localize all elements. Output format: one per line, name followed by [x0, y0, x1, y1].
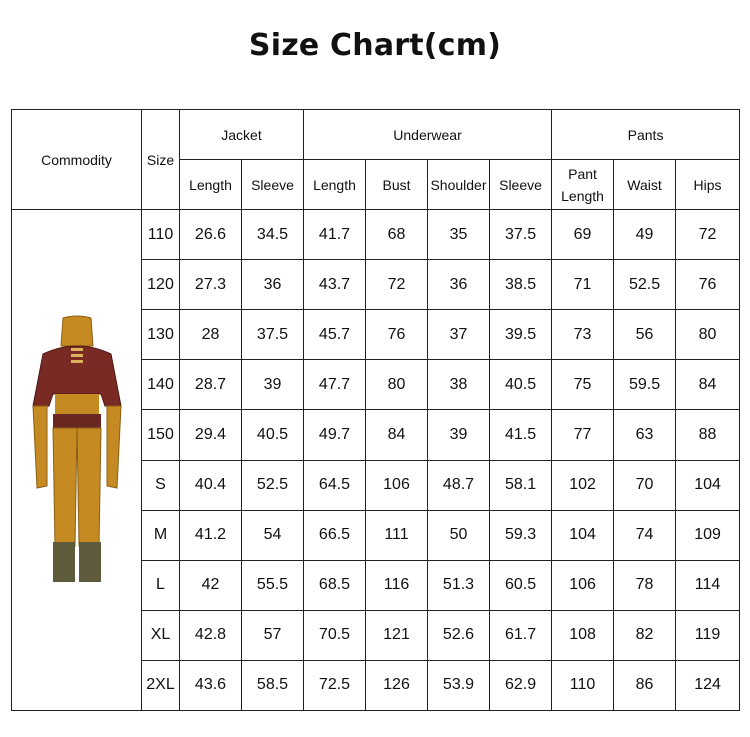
col-header-underwear-bust: Bust — [366, 160, 428, 210]
cell-pants-hips: 88 — [676, 410, 740, 460]
costume-jumpsuit-icon — [27, 310, 127, 610]
jacket-group-header: Jacket — [180, 110, 304, 160]
col-header-underwear-sleeve: Sleeve — [490, 160, 552, 210]
cell-pants-waist: 49 — [614, 210, 676, 260]
page-title: Size Chart(cm) — [248, 28, 502, 63]
cell-pants-waist: 74 — [614, 510, 676, 560]
size-label: 150 — [142, 410, 180, 460]
cell-pants-hips: 72 — [676, 210, 740, 260]
cell-pants-waist: 70 — [614, 460, 676, 510]
cell-underwear-shoulder: 48.7 — [428, 460, 490, 510]
col-header-underwear-shoulder: Shoulder — [428, 160, 490, 210]
cell-jacket-length: 40.4 — [180, 460, 242, 510]
cell-jacket-length: 42 — [180, 560, 242, 610]
size-label: XL — [142, 610, 180, 660]
size-label: M — [142, 510, 180, 560]
cell-pants-hips: 76 — [676, 260, 740, 310]
cell-pants-waist: 82 — [614, 610, 676, 660]
cell-pant-length: 73 — [552, 310, 614, 360]
cell-underwear-shoulder: 50 — [428, 510, 490, 560]
cell-jacket-sleeve: 37.5 — [242, 310, 304, 360]
cell-underwear-sleeve: 62.9 — [490, 660, 552, 710]
cell-underwear-bust: 126 — [366, 660, 428, 710]
cell-pant-length: 71 — [552, 260, 614, 310]
cell-underwear-shoulder: 52.6 — [428, 610, 490, 660]
cell-pant-length: 104 — [552, 510, 614, 560]
cell-pant-length: 75 — [552, 360, 614, 410]
cell-underwear-bust: 72 — [366, 260, 428, 310]
size-label: 130 — [142, 310, 180, 360]
cell-underwear-sleeve: 40.5 — [490, 360, 552, 410]
cell-underwear-sleeve: 38.5 — [490, 260, 552, 310]
cell-underwear-sleeve: 58.1 — [490, 460, 552, 510]
size-label: S — [142, 460, 180, 510]
cell-underwear-sleeve: 37.5 — [490, 210, 552, 260]
cell-jacket-sleeve: 52.5 — [242, 460, 304, 510]
col-header-pants-waist: Waist — [614, 160, 676, 210]
size-label: 140 — [142, 360, 180, 410]
cell-jacket-sleeve: 54 — [242, 510, 304, 560]
cell-pant-length: 106 — [552, 560, 614, 610]
cell-jacket-sleeve: 55.5 — [242, 560, 304, 610]
col-header-pant-length: Pant Length — [552, 160, 614, 210]
cell-underwear-bust: 68 — [366, 210, 428, 260]
cell-pants-waist: 63 — [614, 410, 676, 460]
cell-pants-hips: 124 — [676, 660, 740, 710]
cell-pants-waist: 59.5 — [614, 360, 676, 410]
size-label: 2XL — [142, 660, 180, 710]
cell-underwear-bust: 106 — [366, 460, 428, 510]
cell-pants-hips: 80 — [676, 310, 740, 360]
cell-underwear-length: 64.5 — [304, 460, 366, 510]
commodity-header: Commodity — [12, 110, 142, 210]
cell-underwear-bust: 111 — [366, 510, 428, 560]
size-header: Size — [142, 110, 180, 210]
cell-underwear-length: 72.5 — [304, 660, 366, 710]
cell-underwear-bust: 121 — [366, 610, 428, 660]
cell-jacket-length: 29.4 — [180, 410, 242, 460]
table-row — [12, 210, 740, 260]
cell-underwear-shoulder: 53.9 — [428, 660, 490, 710]
cell-underwear-shoulder: 38 — [428, 360, 490, 410]
cell-pants-hips: 84 — [676, 360, 740, 410]
cell-jacket-length: 42.8 — [180, 610, 242, 660]
cell-pant-length: 77 — [552, 410, 614, 460]
cell-underwear-length: 49.7 — [304, 410, 366, 460]
cell-underwear-sleeve: 61.7 — [490, 610, 552, 660]
cell-pants-hips: 119 — [676, 610, 740, 660]
cell-underwear-bust: 80 — [366, 360, 428, 410]
cell-underwear-shoulder: 37 — [428, 310, 490, 360]
col-header-jacket-sleeve: Sleeve — [242, 160, 304, 210]
pants-group-header: Pants — [552, 110, 740, 160]
underwear-group-header: Underwear — [304, 110, 552, 160]
size-label: 110 — [142, 210, 180, 260]
cell-underwear-shoulder: 39 — [428, 410, 490, 460]
cell-pant-length: 108 — [552, 610, 614, 660]
cell-underwear-length: 47.7 — [304, 360, 366, 410]
cell-jacket-sleeve: 40.5 — [242, 410, 304, 460]
cell-underwear-sleeve: 60.5 — [490, 560, 552, 610]
size-label: 120 — [142, 260, 180, 310]
cell-pant-length: 102 — [552, 460, 614, 510]
cell-jacket-length: 28 — [180, 310, 242, 360]
cell-pants-waist: 56 — [614, 310, 676, 360]
cell-jacket-sleeve: 39 — [242, 360, 304, 410]
cell-underwear-sleeve: 39.5 — [490, 310, 552, 360]
product-image-cell — [12, 210, 142, 711]
size-label: L — [142, 560, 180, 610]
cell-underwear-length: 45.7 — [304, 310, 366, 360]
cell-underwear-shoulder: 35 — [428, 210, 490, 260]
cell-pants-waist: 86 — [614, 660, 676, 710]
size-chart-table — [11, 109, 740, 711]
cell-jacket-length: 43.6 — [180, 660, 242, 710]
cell-underwear-length: 70.5 — [304, 610, 366, 660]
cell-pant-length: 69 — [552, 210, 614, 260]
col-header-underwear-length: Length — [304, 160, 366, 210]
cell-jacket-sleeve: 58.5 — [242, 660, 304, 710]
cell-jacket-sleeve: 36 — [242, 260, 304, 310]
cell-pants-waist: 52.5 — [614, 260, 676, 310]
cell-pant-length: 110 — [552, 660, 614, 710]
cell-pants-hips: 104 — [676, 460, 740, 510]
col-header-pants-hips: Hips — [676, 160, 740, 210]
cell-underwear-length: 43.7 — [304, 260, 366, 310]
cell-underwear-length: 41.7 — [304, 210, 366, 260]
cell-underwear-shoulder: 51.3 — [428, 560, 490, 610]
cell-pants-hips: 109 — [676, 510, 740, 560]
cell-jacket-length: 26.6 — [180, 210, 242, 260]
cell-pants-waist: 78 — [614, 560, 676, 610]
cell-underwear-length: 66.5 — [304, 510, 366, 560]
cell-underwear-sleeve: 41.5 — [490, 410, 552, 460]
cell-jacket-length: 41.2 — [180, 510, 242, 560]
cell-underwear-shoulder: 36 — [428, 260, 490, 310]
cell-pants-hips: 114 — [676, 560, 740, 610]
cell-jacket-length: 27.3 — [180, 260, 242, 310]
cell-underwear-sleeve: 59.3 — [490, 510, 552, 560]
cell-jacket-sleeve: 34.5 — [242, 210, 304, 260]
cell-underwear-bust: 76 — [366, 310, 428, 360]
cell-jacket-length: 28.7 — [180, 360, 242, 410]
col-header-jacket-length: Length — [180, 160, 242, 210]
cell-jacket-sleeve: 57 — [242, 610, 304, 660]
cell-underwear-bust: 84 — [366, 410, 428, 460]
cell-underwear-bust: 116 — [366, 560, 428, 610]
cell-underwear-length: 68.5 — [304, 560, 366, 610]
